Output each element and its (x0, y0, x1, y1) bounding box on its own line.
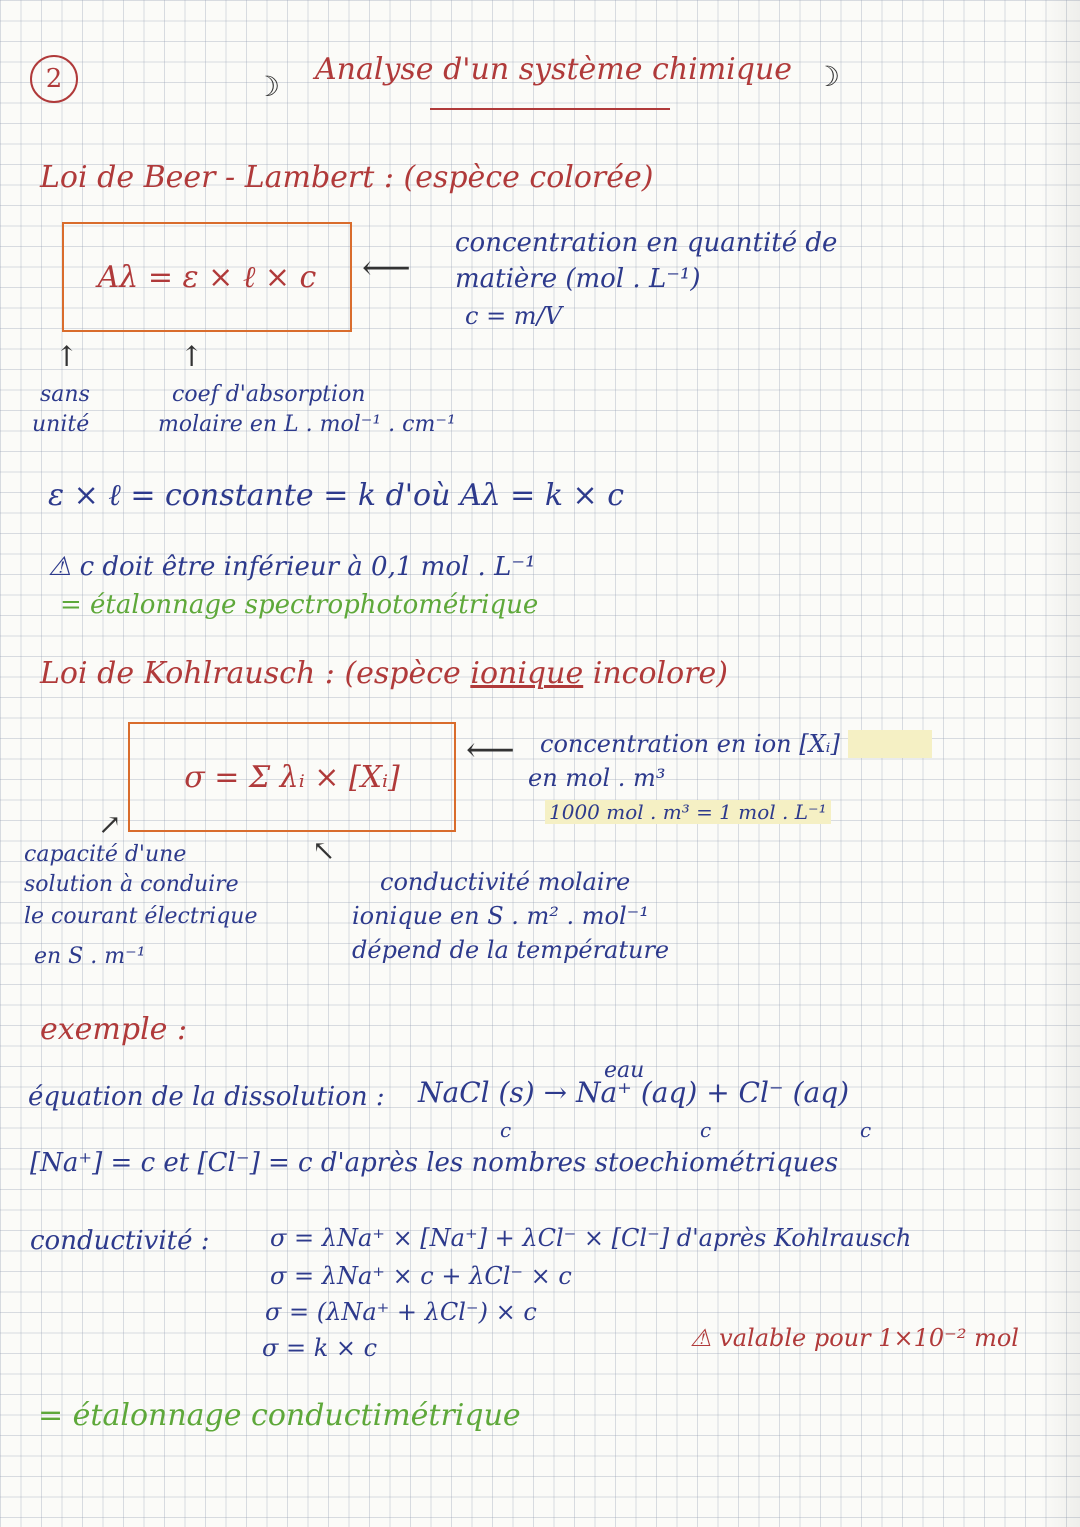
capacity-label-3: le courant électrique (24, 904, 258, 929)
beer-lambert-heading: Loi de Beer - Lambert : (espèce colorée) (40, 160, 654, 195)
arrow-up-right-icon: ↗ (98, 808, 122, 841)
molar-conductivity-label-3: dépend de la température (352, 936, 670, 964)
kohlrausch-heading (40, 656, 728, 691)
absorption-coef-label-1: coef d'absorption (172, 382, 366, 407)
validity-warning: ⚠ valable pour 1×10⁻² mol (690, 1324, 1019, 1352)
stoich-c-3: c (860, 1118, 872, 1142)
section-number (30, 55, 78, 103)
conductivity-step-4: σ = k × c (262, 1334, 378, 1362)
beer-warning: ⚠ c doit être inférieur à 0,1 mol . L⁻¹ (48, 552, 536, 582)
highlight-mark (848, 730, 932, 758)
molar-conductivity-label-1: conductivité molaire (380, 868, 631, 896)
kohlrausch-formula: σ = Σ λᵢ × [Xᵢ] (184, 759, 400, 795)
unitless-label-2: unité (32, 412, 90, 437)
section-number-text: 2 (45, 64, 63, 94)
conductivity-label: conductivité : (30, 1226, 210, 1256)
molar-conductivity-label-2: ionique en S . m² . mol⁻¹ (352, 902, 649, 930)
concentration-note-2: matière (mol . L⁻¹) (455, 264, 701, 294)
capacity-label-4: en S . m⁻¹ (34, 944, 146, 969)
ion-concentration-note (540, 730, 932, 758)
stoich-c-1: c (500, 1118, 512, 1142)
conductivity-step-3: σ = (λNa⁺ + λCl⁻) × c (265, 1298, 537, 1326)
absorption-coef-label-2: molaire en L . mol⁻¹ . cm⁻¹ (158, 412, 456, 437)
beer-lambert-formula-box (62, 222, 352, 332)
conductivity-step-1: σ = λNa⁺ × [Na⁺] + λCl⁻ × [Cl⁻] d'après Kohlrausch (270, 1224, 912, 1252)
arrow-up-icon: ↑ (55, 340, 79, 373)
title-underline (430, 108, 670, 110)
unit-conversion-note: 1000 mol . m³ = 1 mol . L⁻¹ (545, 800, 831, 824)
arrow-left-icon-2: ⟵ (466, 730, 515, 770)
kohlrausch-formula-box (128, 722, 456, 832)
moon-doodle-icon-right: ☽ (815, 60, 841, 93)
ion-concentration-note-text: concentration en ion [Xᵢ] (540, 730, 840, 758)
moon-doodle-icon: ☽ (255, 70, 281, 103)
ion-unit-note: en mol . m³ (528, 764, 666, 792)
example-label: exemple : (40, 1012, 188, 1047)
dissolution-label: équation de la dissolution : (28, 1082, 385, 1112)
page-edge-shadow (1040, 0, 1080, 1527)
page-title: Analyse d'un système chimique (315, 52, 793, 87)
beer-lambert-formula: Aλ = ε × ℓ × c (97, 259, 317, 295)
spectro-calibration: = étalonnage spectrophotométrique (60, 590, 539, 620)
arrow-up-icon-2: ↑ (180, 340, 204, 373)
kohlrausch-heading-start: Loi de Kohlrausch : (espèce (40, 656, 471, 691)
conducto-calibration: = étalonnage conductimétrique (38, 1398, 521, 1433)
capacity-label-2: solution à conduire (24, 872, 239, 897)
dissolution-equation: NaCl (s) → Na⁺ (aq) + Cl⁻ (aq) (418, 1076, 850, 1109)
concentration-note-1: concentration en quantité de (455, 228, 838, 258)
arrow-left-icon: ⟵ (362, 248, 411, 288)
water-label: eau (604, 1058, 645, 1083)
concentration-formula: c = m/V (465, 302, 562, 330)
constant-line: ε × ℓ = constante = k d'où Aλ = k × c (48, 478, 625, 513)
stoich-c-2: c (700, 1118, 712, 1142)
conductivity-step-2: σ = λNa⁺ × c + λCl⁻ × c (270, 1262, 572, 1290)
kohlrausch-heading-end: incolore) (583, 656, 728, 691)
unitless-label-1: sans (40, 382, 90, 407)
kohlrausch-heading-ionique: ionique (470, 656, 584, 691)
arrow-up-left-icon: ↖ (312, 834, 336, 867)
concentration-line: [Na⁺] = c et [Cl⁻] = c d'après les nombres stoechiométriques (30, 1148, 839, 1178)
capacity-label-1: capacité d'une (24, 842, 187, 867)
